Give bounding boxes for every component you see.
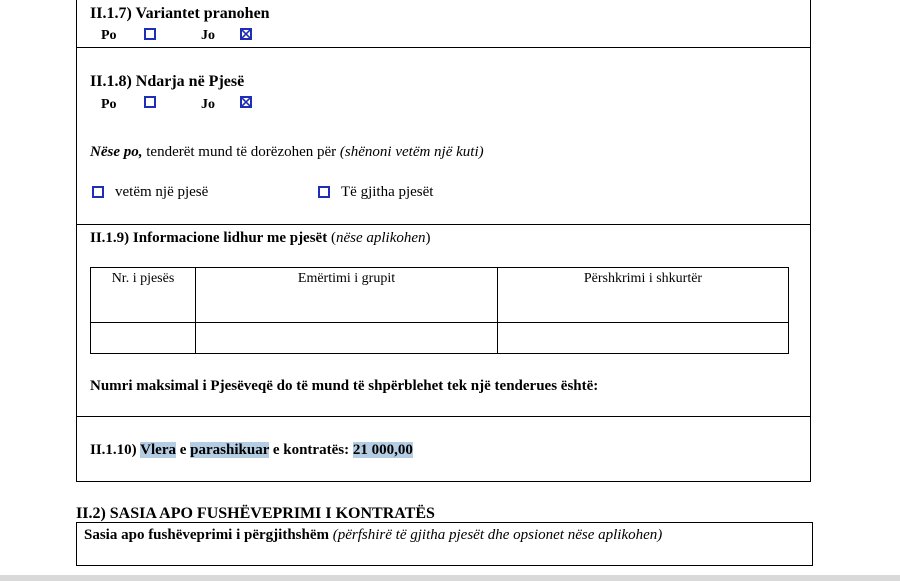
scope-note: (përfshirë të gjitha pjesët dhe opsionet nëse aplikohen) <box>332 527 663 543</box>
checkbox-cross-icon <box>242 98 250 106</box>
paren-close: ) <box>425 230 431 246</box>
option-one-lot-checkbox[interactable] <box>92 186 104 198</box>
divider-after-119 <box>76 416 811 417</box>
scope-label: Sasia apo fushëveprimi i përgjithshëm <box>84 527 333 543</box>
section-1110-value-line <box>90 442 413 459</box>
word-value-highlighted: Vlera <box>140 442 176 458</box>
section-118-if-yes-line <box>90 144 484 161</box>
frame-left-border <box>76 0 77 481</box>
word-e: e <box>175 442 191 458</box>
table-header-short-description: Përshkrimi i shkurtër <box>497 267 789 323</box>
section-118-yes-checkbox[interactable] <box>144 96 156 108</box>
section-117-heading: II.1.7) Variantet pranohen <box>90 5 270 22</box>
table-header-lot-number: Nr. i pjesës <box>90 267 196 323</box>
section-1110-label: II.1.10) <box>90 442 141 458</box>
section-118-no-label: Jo <box>201 97 215 112</box>
checkbox-cross-icon <box>242 30 250 38</box>
contract-amount-highlighted: 21 000,00 <box>352 442 413 458</box>
divider-after-118 <box>76 224 811 225</box>
table-cell-short-description[interactable] <box>497 322 789 354</box>
page-bottom-gutter <box>0 575 900 581</box>
word-contract: e kontratës: <box>269 442 353 458</box>
section-117-no-checkbox[interactable] <box>240 28 252 40</box>
section-119-heading-text: II.1.9) Informacione lidhur me pjesët <box>90 230 331 246</box>
if-yes-lead: Nëse po, <box>90 144 143 160</box>
section-117-yes-label: Po <box>101 28 117 43</box>
paren-open: ( <box>330 230 336 246</box>
frame-bottom-border <box>76 481 811 482</box>
table-cell-group-name[interactable] <box>195 322 498 354</box>
word-estimated-highlighted: parashikuar <box>190 442 270 458</box>
frame-right-border <box>810 0 811 481</box>
option-all-lots-label: Të gjitha pjesët <box>341 184 434 200</box>
scope-line <box>84 527 662 544</box>
section-117-yes-checkbox[interactable] <box>144 28 156 40</box>
section-118-heading: II.1.8) Ndarja në Pjesë <box>90 73 245 90</box>
if-yes-note: (shënoni vetëm një kuti) <box>339 144 484 160</box>
table-header-group-name: Emërtimi i grupit <box>195 267 498 323</box>
section-2-heading: II.2) SASIA APO FUSHËVEPRIMI I KONTRATËS <box>76 505 435 522</box>
section-117-no-label: Jo <box>201 28 215 43</box>
option-all-lots-checkbox[interactable] <box>318 186 330 198</box>
option-one-lot-label: vetëm një pjesë <box>115 184 209 200</box>
section-118-yes-label: Po <box>101 97 117 112</box>
max-lots-text: Numri maksimal i Pjesëveqë do të mund të shpërblehet tek një tenderues është: <box>90 378 599 394</box>
section-119-heading-note: nëse aplikohen <box>335 230 426 246</box>
if-yes-text: tenderët mund të dorëzohen për <box>142 144 340 160</box>
section-118-no-checkbox[interactable] <box>240 96 252 108</box>
table-cell-lot-number[interactable] <box>90 322 196 354</box>
section-119-heading <box>90 230 431 247</box>
divider-after-117 <box>76 47 811 48</box>
